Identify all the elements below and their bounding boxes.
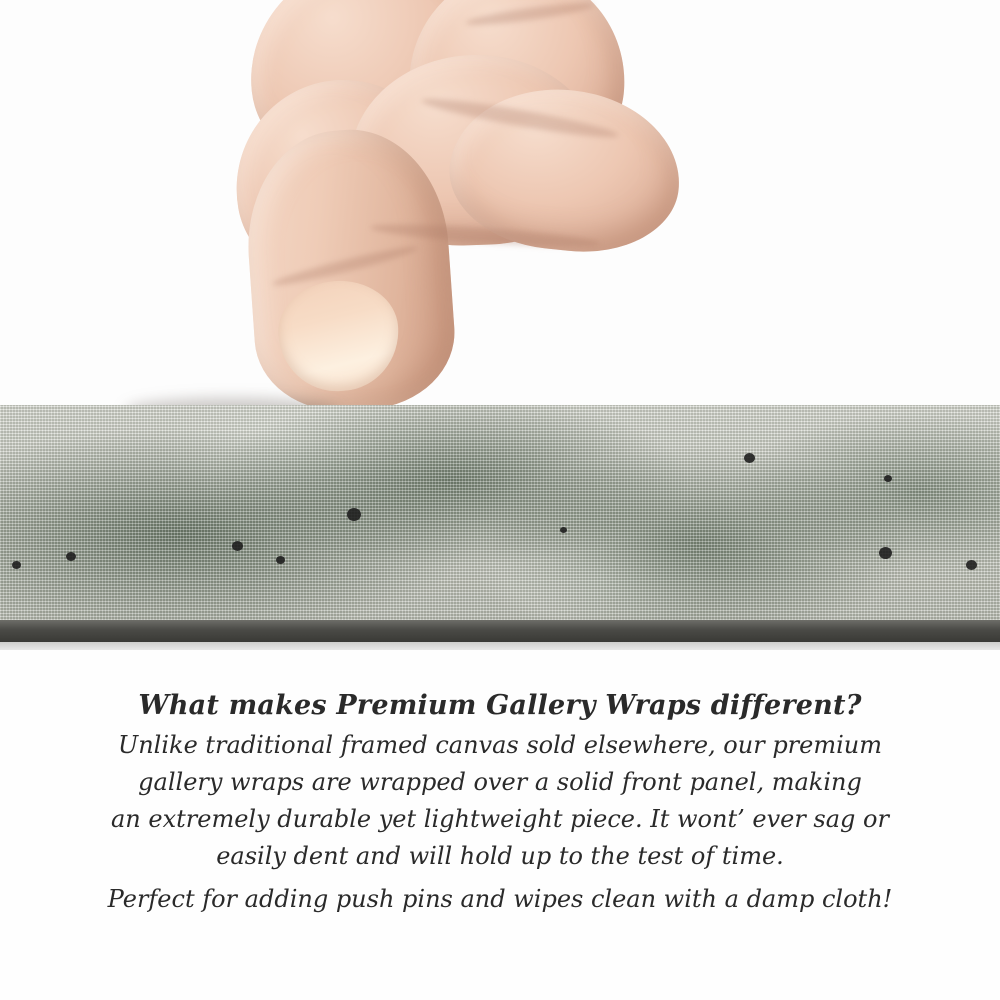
canvas-speck — [12, 561, 21, 569]
caption-block — [0, 690, 1000, 918]
canvas-speck — [879, 547, 892, 559]
canvas-drop-shadow — [0, 642, 1000, 650]
canvas-speck — [276, 556, 285, 564]
caption-line-2: gallery wraps are wrapped over a solid front panel, making — [138, 768, 862, 796]
fingernail — [275, 277, 402, 395]
canvas-speck — [966, 560, 977, 570]
caption-line-1: Unlike traditional framed canvas sold elsewhere, our premium — [117, 731, 882, 759]
caption-line-3: an extremely durable yet lightweight piece. It wont’ ever sag or — [111, 805, 889, 833]
canvas-texture — [0, 405, 1000, 620]
hand-photo — [120, 0, 680, 430]
canvas-speck — [884, 475, 892, 482]
canvas-speck — [232, 541, 243, 551]
canvas-bottom-edge — [0, 620, 1000, 642]
caption-line-4: easily dent and will hold up to the test of time. — [216, 842, 784, 870]
canvas-speck — [66, 552, 76, 561]
canvas-speck — [560, 527, 567, 533]
canvas-wrap-edge — [0, 405, 1000, 620]
caption-heading: What makes Premium Gallery Wraps different? — [138, 690, 862, 721]
caption-closing-line: Perfect for adding push pins and wipes clean with a damp cloth! — [107, 885, 893, 913]
canvas-speck — [744, 453, 755, 463]
canvas-speck — [347, 508, 361, 521]
